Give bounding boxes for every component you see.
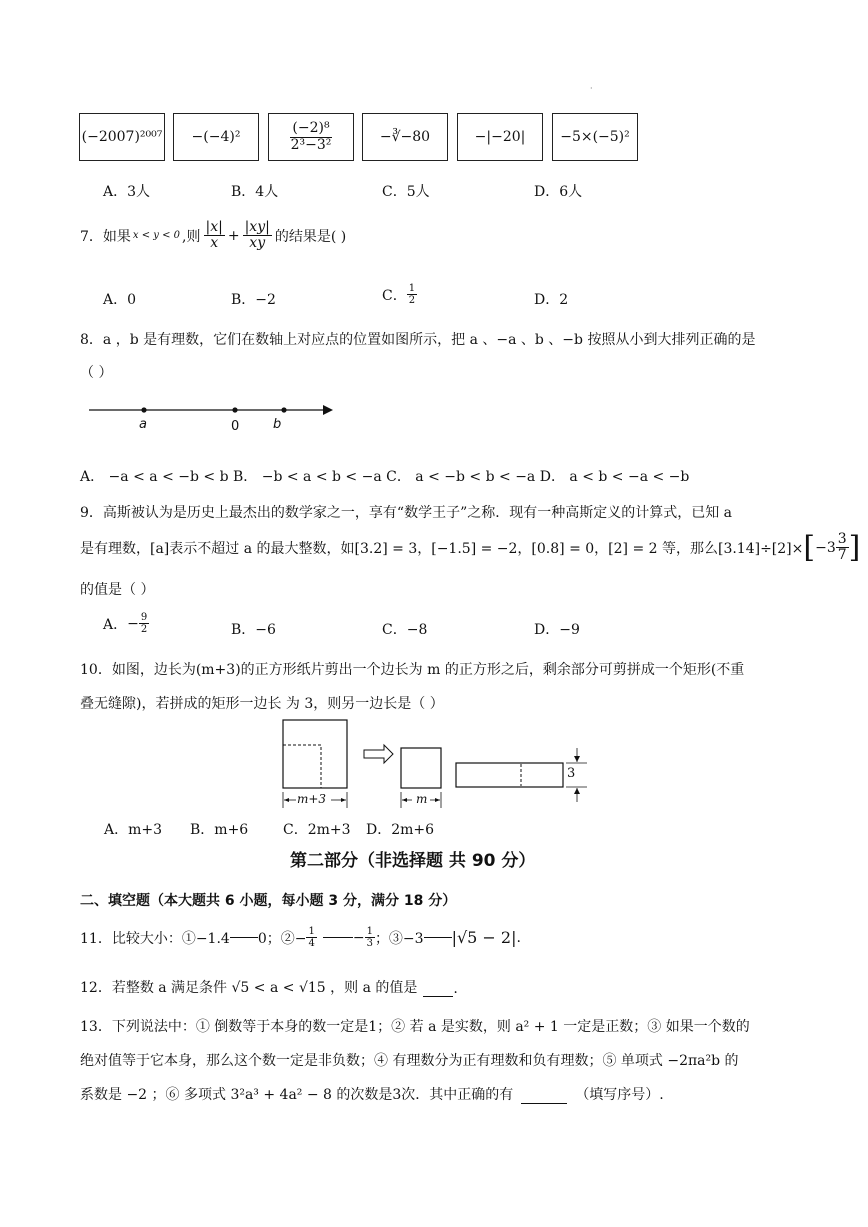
expression-box-1-label: (−2007)²⁰⁰⁷	[81, 129, 163, 145]
q10-fig-label-m: m	[416, 792, 428, 806]
q9-a-num: 9	[140, 612, 148, 623]
expression-box-2	[173, 113, 259, 161]
q7-option-d: D．2	[534, 292, 569, 308]
q11-prefix: 11．比较大小：①−1.4	[80, 930, 230, 947]
q7-suffix: 的结果是( )	[274, 228, 347, 245]
q7-fraction-1	[204, 220, 225, 252]
q8-options: A． −a < a < −b < b B． −b < a < b < −a C． a < −b < b < −a D． a < b < −a < −b	[80, 469, 690, 485]
q10-line-1: 10．如图，边长为(m+3)的正方形纸片剪出一个边长为 m 的正方形之后，剩余部分可剪拼成一个矩形(不重	[80, 662, 745, 678]
q7-f2-num: |xy|	[244, 219, 270, 235]
expression-box-4-label: −∛−80	[379, 129, 431, 145]
expression-box-3-den: 2³−3²	[290, 136, 332, 153]
q10-fig-label-3: 3	[567, 766, 576, 781]
q11-fraction-2	[365, 926, 375, 949]
q9-option-c: C．−8	[382, 622, 428, 638]
q6-option-c: C．5人	[382, 184, 430, 200]
q11-stem	[80, 926, 521, 949]
q7-stem	[80, 220, 346, 252]
q6-option-b: B．4人	[231, 184, 279, 200]
q9-option-a-label: A．	[103, 616, 128, 633]
q13-line-2: 绝对值等于它本身，那么这个数一定是非负数；④ 有理数分为正有理数和负有理数；⑤ 单项式 −2πa²b 的	[80, 1053, 739, 1069]
part2-title: 第二部分（非选择题 共 90 分）	[290, 851, 536, 871]
q8-line-2: （ ）	[80, 365, 113, 381]
q11-f1-den: 4	[308, 938, 315, 949]
q8-axis-label-a: a	[139, 417, 147, 432]
q9-bracket-close: ]	[848, 529, 861, 565]
q12-text: 12．若整数 a 满足条件 √5 < a < √15 ，则 a 的值是	[80, 980, 418, 996]
q7-option-a: A．0	[103, 292, 137, 308]
q13-blank[interactable]	[521, 1103, 567, 1104]
q10-line-2: 叠无缝隙)，若拼成的矩形一边长 为 3，则另一边长是（ ）	[80, 696, 444, 712]
q7-f1-den: x	[210, 235, 219, 252]
q8-axis-label-0: 0	[231, 419, 240, 434]
q9-mixed-whole: −3	[815, 539, 836, 556]
q9-mixed-num: 3	[837, 531, 847, 547]
expression-box-3	[268, 113, 354, 161]
q13-line-1: 13．下列说法中：① 倒数等于本身的数一定是1；② 若 a 是实数，则 a² + 1 一定是正数；③ 如果一个数的	[80, 1019, 750, 1035]
q9-line-3: 的值是（ ）	[80, 582, 155, 598]
q10-option-c: C．2m+3	[283, 822, 351, 838]
expression-box-5-label: −|−20|	[474, 129, 526, 145]
q13-line-3b: （填写序号）.	[575, 1087, 664, 1103]
q11-s2: −	[352, 929, 365, 946]
expression-box-4	[362, 113, 448, 161]
q7-f2-den: xy	[249, 235, 266, 252]
section2-heading: 二、填空题（本大题共 6 小题，每小题 3 分，满分 18 分）	[80, 893, 457, 909]
q11-end: .	[516, 929, 521, 946]
q11-f2-num: 1	[366, 926, 373, 937]
q8-axis-label-b: b	[273, 417, 282, 432]
header-mark: ·	[590, 84, 593, 93]
q7-plus: +	[227, 227, 240, 244]
q11-blank-1[interactable]	[230, 937, 258, 938]
q7-option-c	[382, 283, 417, 306]
q7-c-den: 2	[408, 295, 416, 306]
q11-s3: ；③−3	[374, 930, 424, 947]
q6-option-a: A．3人	[103, 184, 151, 200]
q8-number-line	[85, 398, 345, 438]
q11-f2-den: 3	[366, 938, 373, 949]
q7-f1-num: |x|	[205, 219, 223, 235]
q7-option-b: B．−2	[231, 292, 276, 308]
q12-end: .	[453, 981, 458, 997]
q8-line-1: 8．a ，b 是有理数，它们在数轴上对应点的位置如图所示，把 a 、−a 、b 、−b 按照从小到大排列正确的是	[80, 332, 756, 348]
q12-blank[interactable]	[423, 996, 453, 997]
q10-fig-label-m-plus-3: m+3	[297, 792, 327, 806]
q11-abs: |√5 − 2|	[451, 928, 517, 947]
expression-box-6-label: −5×(−5)²	[560, 129, 630, 145]
q7-fraction-2	[243, 220, 272, 252]
q7-mid: ,则	[182, 228, 201, 245]
expression-box-3-fraction	[289, 121, 334, 153]
q7-option-c-fraction	[407, 283, 417, 306]
q12-stem	[80, 977, 458, 997]
expression-box-2-label: −(−4)²	[191, 129, 241, 145]
q13-line-3	[80, 1084, 664, 1104]
q9-option-a	[103, 612, 149, 635]
q11-blank-2[interactable]	[323, 937, 353, 938]
q9-bracket: [	[803, 529, 816, 565]
expression-box-1	[79, 113, 165, 161]
q7-condition: x < y < 0	[132, 230, 181, 242]
q7-c-num: 1	[408, 283, 416, 294]
q9-a-den: 2	[140, 624, 148, 635]
q9-option-b: B．−6	[231, 622, 276, 638]
q9-mixed-fraction	[836, 532, 849, 564]
q10-option-a: A．m+3	[104, 822, 163, 838]
q9-mixed-den: 7	[837, 547, 847, 564]
q9-line-2	[80, 529, 861, 565]
q10-option-b: B．m+6	[190, 822, 249, 838]
q9-line-2-text: 是有理数，[a]表示不超过 a 的最大整数，如[3.2] = 3，[−1.5] = −2，[0.8] = 0，[2] = 2 等，那么[3.14]÷[2]×	[80, 540, 804, 557]
q11-s1: 0；②−	[257, 930, 307, 947]
q7-option-c-label: C．	[382, 287, 407, 304]
expression-box-5	[457, 113, 543, 161]
q7-prefix: 7．如果	[80, 228, 131, 245]
expression-box-6	[552, 113, 638, 161]
q6-option-d: D．6人	[534, 184, 583, 200]
q13-line-3a: 系数是 −2 ；⑥ 多项式 3²a³ + 4a² − 8 的次数是3次．其中正确的有	[80, 1087, 514, 1103]
q10-option-d: D．2m+6	[366, 822, 435, 838]
q9-option-a-fraction	[139, 612, 149, 635]
expression-box-3-num: (−2)⁸	[292, 120, 330, 137]
q11-fraction-1	[306, 926, 316, 949]
q9-option-d: D．−9	[534, 622, 580, 638]
q11-f1-num: 1	[308, 926, 315, 937]
q9-line-1: 9．高斯被认为是历史上最杰出的数学家之一，享有“数学王子”之称．现有一种高斯定义的计算式，已知 a	[80, 505, 733, 521]
q9-option-a-sign: −	[127, 615, 139, 632]
q11-blank-3[interactable]	[424, 937, 452, 938]
